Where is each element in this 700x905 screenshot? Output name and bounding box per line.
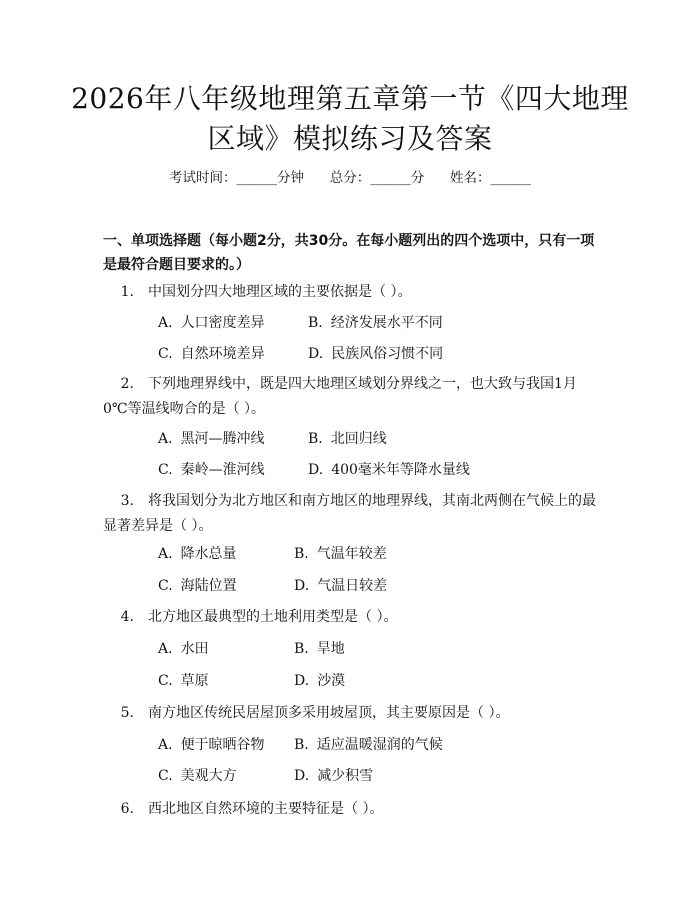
option-text: 降水总量 [180,546,237,562]
option-label: B. [294,546,309,562]
option-text: 美观大方 [180,768,237,784]
question-4 [103,605,598,630]
question-text: 中国划分四大地理区域的主要依据是（ ）。 [148,284,412,300]
option-b[interactable] [294,544,387,564]
option-label: A. [158,546,173,562]
option-text: 人口密度差异 [180,315,265,331]
question-text: 将我国划分为北方地区和南方地区的地理界线，其南北两侧在气候上的最显著差异是（ ）。 [103,493,596,534]
question-number: 4. [120,609,134,625]
option-c[interactable] [158,576,237,596]
option-label: B. [294,737,309,753]
option-text: 气温年较差 [316,546,387,562]
option-c[interactable] [158,460,265,480]
option-label: D. [294,673,310,689]
option-label: A. [158,315,173,331]
option-label: C. [158,462,173,478]
option-label: C. [158,768,173,784]
option-text: 减少积雪 [317,768,374,784]
option-text: 便于晾晒谷物 [180,737,265,753]
option-d[interactable] [308,460,470,480]
question-number: 1. [120,284,134,300]
question-3 [103,489,598,539]
option-b[interactable] [294,639,345,659]
question-5 [103,701,598,726]
question-number: 6. [120,801,134,817]
option-label: A. [158,641,173,657]
question-text: 下列地理界线中，既是四大地理区域划分界线之一，也大致与我国1月0℃等温线吻合的是（ ）。 [103,376,577,417]
question-6 [103,797,598,822]
option-c[interactable] [158,671,209,691]
question-text: 南方地区传统民居屋顶多采用坡屋顶，其主要原因是（ ）。 [148,705,510,721]
option-text: 秦岭—淮河线 [180,462,265,478]
question-number: 3. [120,493,134,509]
option-a[interactable] [158,429,265,449]
option-a[interactable] [158,639,209,659]
option-text: 气温日较差 [317,578,388,594]
option-a[interactable] [158,313,265,333]
page-title-line-1: 2026年八年级地理第五章第一节《四大地理 [71,82,629,115]
option-text: 民族风俗习惯不同 [331,346,444,362]
option-text: 适应温暖湿润的气候 [316,737,443,753]
option-text: 沙漠 [317,673,346,689]
question-text: 西北地区自然环境的主要特征是（ ）。 [148,801,384,817]
option-text: 北回归线 [330,431,387,447]
option-text: 400毫米年等降水量线 [331,462,470,478]
option-label: C. [158,346,173,362]
option-d[interactable] [294,671,345,691]
option-d[interactable] [294,576,387,596]
option-label: D. [294,578,310,594]
page-title-line-2: 区域》模拟练习及答案 [207,122,493,155]
option-label: D. [294,768,310,784]
option-text: 黑河—腾冲线 [180,431,265,447]
option-b[interactable] [308,313,443,333]
option-label: B. [308,315,323,331]
section-heading: 一、单项选择题（每小题2分，共30分。在每小题列出的四个选项中，只有一项是最符合题目要求的。） [103,233,595,273]
option-label: B. [308,431,323,447]
option-label: C. [158,578,173,594]
option-a[interactable] [158,735,265,755]
option-text: 自然环境差异 [180,346,265,362]
question-number: 2. [120,376,134,392]
option-a[interactable] [158,544,237,564]
question-number: 5. [120,705,134,721]
option-label: B. [294,641,309,657]
question-2 [103,372,598,422]
option-label: A. [158,737,173,753]
option-b[interactable] [294,735,443,755]
option-c[interactable] [158,766,237,786]
question-text: 北方地区最典型的土地利用类型是（ ）。 [148,609,398,625]
option-text: 旱地 [316,641,345,657]
option-text: 海陆位置 [180,578,237,594]
option-label: D. [308,462,324,478]
option-label: A. [158,431,173,447]
option-label: D. [308,346,324,362]
option-text: 经济发展水平不同 [330,315,443,331]
option-label: C. [158,673,173,689]
option-b[interactable] [308,429,387,449]
option-d[interactable] [308,344,443,364]
option-d[interactable] [294,766,373,786]
question-1 [103,280,598,305]
option-text: 水田 [180,641,209,657]
option-text: 草原 [180,673,209,689]
exam-info-line: 考试时间：______分钟 总分：______分 姓名：______ [169,170,531,186]
option-c[interactable] [158,344,265,364]
